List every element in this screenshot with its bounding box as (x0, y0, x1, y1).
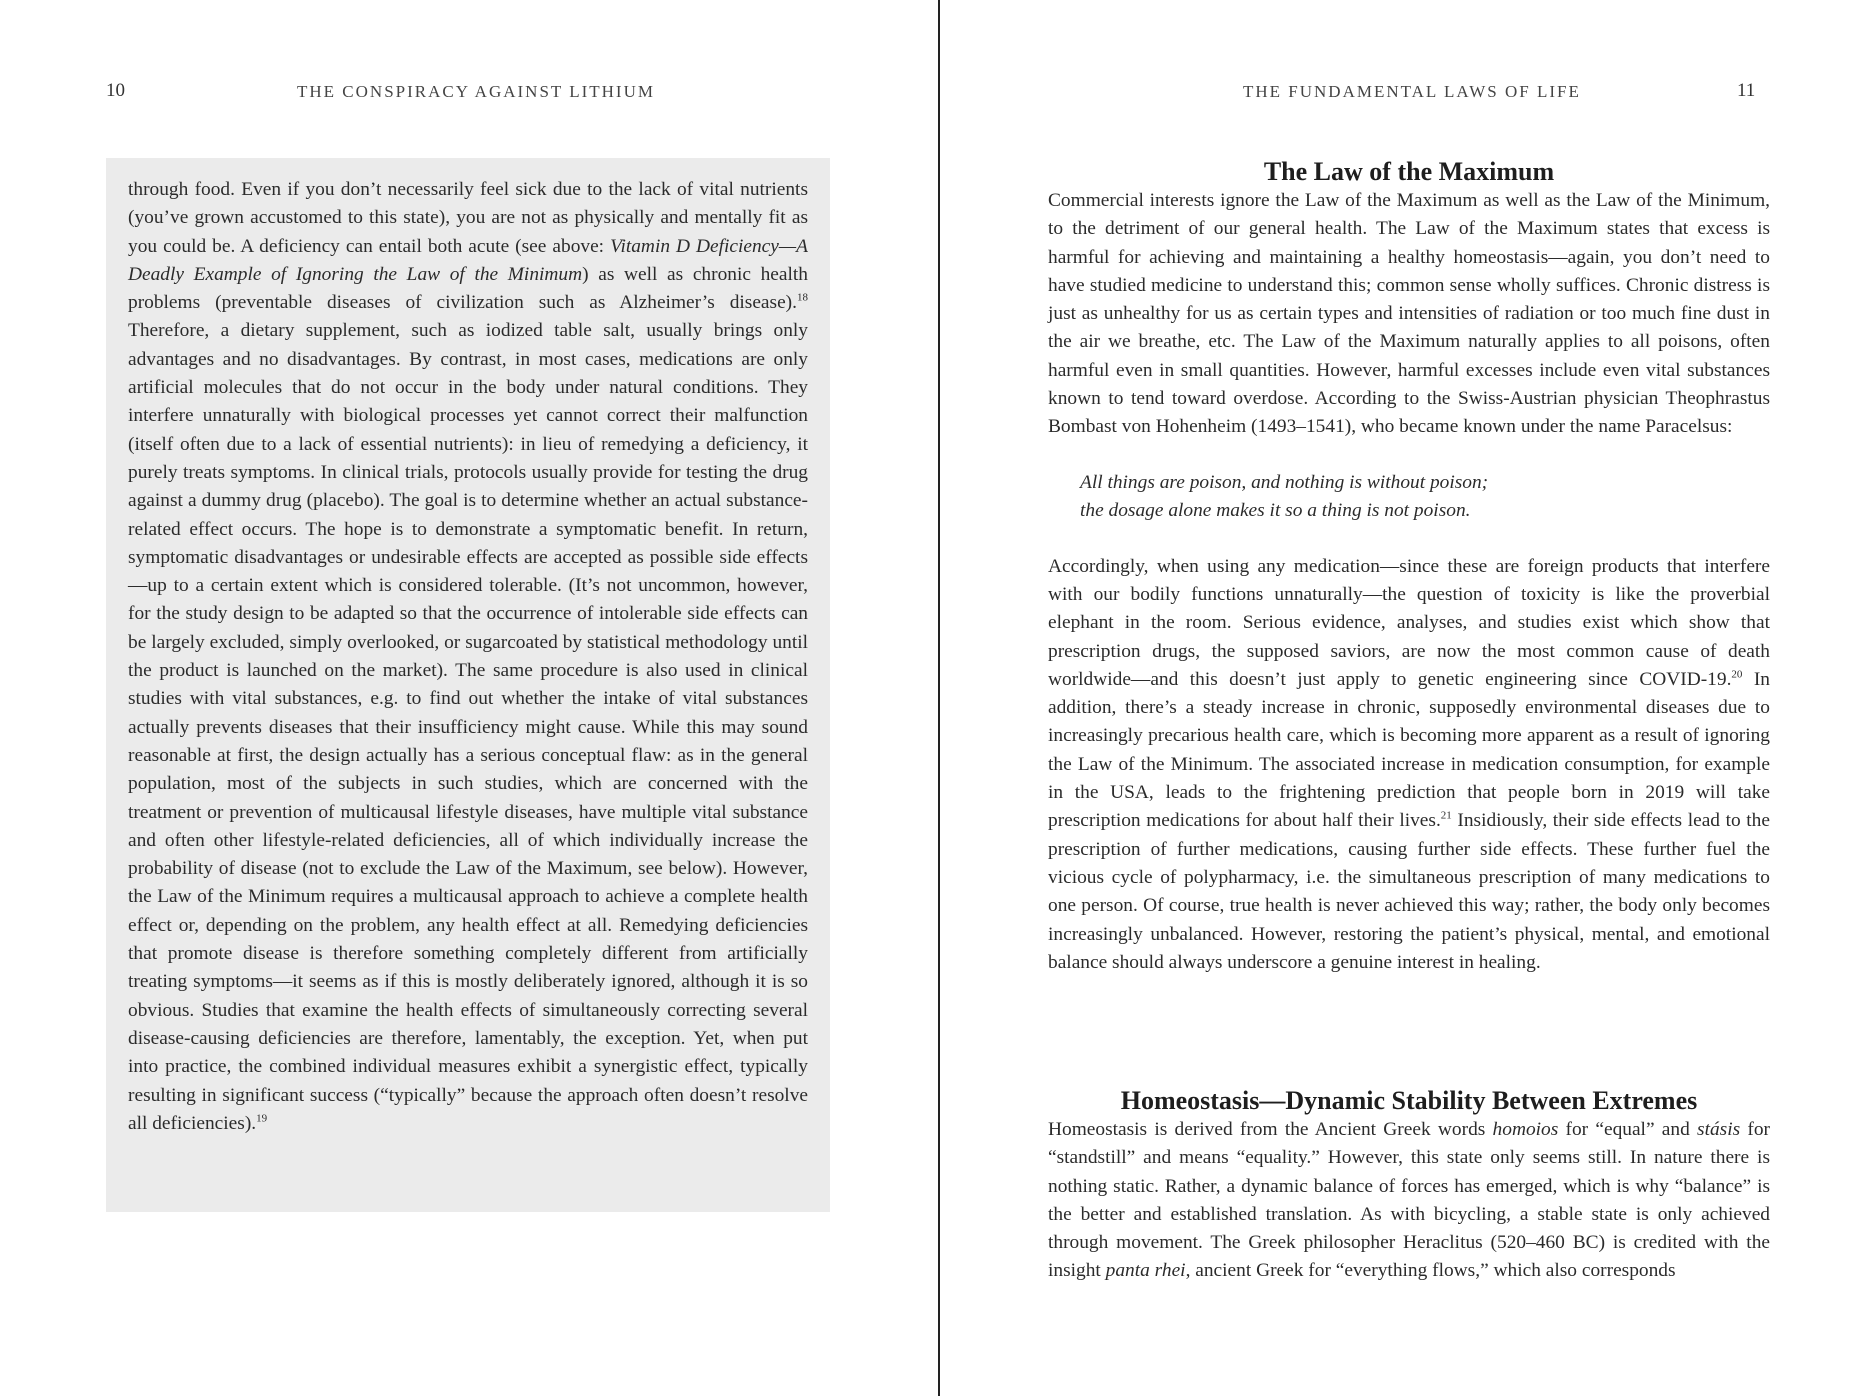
sidebar-text-2: ) as well as chronic health problems (preventable diseases of civilization such as Alzheimer’s disease). (128, 263, 808, 314)
section-heading: The Law of the Maximum (1263, 157, 1555, 186)
page-number-left: 10 (106, 80, 125, 101)
sidebar-text-1: through food. Even if you don’t necessarily feel sick due to the lack of vital nutrients (you’ve grown accustomed to this state), you are not as physically and mentally fit as you could be. A deficiency can entail both acute (see above: (128, 179, 808, 257)
sidebar-text-3: Therefore, a dietary supplement, such as iodized table salt, usually brings only advantages and no disadvantages. By contrast, in most cases, medications are only artificial molecules that do not occur in the body under natural conditions. They interfere unnaturally with biological processes yet cannot correct their malfunction (itself often due to a lack of essential nutrients): in lieu of remedying a deficiency, it purely treats symptoms. In clinical trials, protocols usually provide for testing the drug against a dummy drug (placebo). The goal is to determine whether an actual substance-related effect occurs. The hope is to demonstrate a symptomatic benefit. In return, symptomatic disadvantages or undesirable effects are accepted as possible side effects—up to a certain extent which is considered tolerable. (It’s not uncommon, however, for the study design to be adapted so that the occurrence of intolerable side effects can be largely excluded, simply overlooked, or sugarcoated by statistical methodology until the product is launched on the market). The same procedure is also used in clinical studies with vital substances, e.g. to find out whether the intake of vital substances actually prevents diseases that their insufficiency might cause. While this may sound reasonable at first, the design actually has a serious conceptual flaw: as in the general population, most of the subjects in such studies, which are concerned with the treatment or prevention of multicausal lifestyle diseases, have multiple vital substance and often other lifestyle-related deficiencies, all of which individually increase the probability of disease (not to exclude the Law of the Maximum, see below). However, the Law of the Minimum requires a multicausal approach to achieve a complete health effect or, depending on the problem, any health effect at all. Remedying deficiencies that promote disease is therefore something completely different from artificially treating symptoms—it seems as if this is mostly deliberately ignored, although it is so obvious. Studies that examine the health effects of simultaneously correcting several disease-causing deficiencies are therefore, lamentably, the exception. Yet, when put into practice, the combined individual measures exhibit a synergistic effect, typically resulting in significant success (“typically” because the approach often doesn’t resolve all deficiencies). (128, 320, 808, 1134)
quote-line: All things are poison, and nothing is without poison; (1080, 471, 1489, 493)
body-text: , ancient Greek for “everything flows,” which also corresponds (1185, 1260, 1676, 1282)
section-law-of-maximum (1048, 157, 1770, 977)
italic-term: panta rhei (1105, 1260, 1186, 1282)
sidebar-italic-reference: Vitamin D Deficiency—A Deadly Example of Ignoring the Law of the Minimum (128, 235, 808, 285)
sidebar-paragraph (128, 176, 808, 1138)
italic-term: homoios (1492, 1119, 1559, 1140)
right-page (940, 0, 1862, 1396)
body-paragraph: Commercial interests ignore the Law of the Maximum as well as the Law of the Minimum, to the detriment of our general health. The Law of the Maximum states that excess is harmful for achieving and maintaining a healthy homeostasis—again, you don’t need to have studied medicine to understand this; common sense wholly suffices. Chronic distress is just as unhealthy for us as certain types and intensities of radiation or too much fine dust in the air we breathe, etc. The Law of the Maximum naturally applies to all poisons, often harmful even in small quantities. However, harmful excesses include even vital substances known to tend toward overdose. According to the Swiss-Austrian physician Theophrastus Bombast von Hohenheim (1493–1541), who became known under the name Paracelsus: (1048, 190, 1770, 438)
body-text: Insidiously, their side effects lead to the prescription of further medications, causing further side effects. These further fuel the vicious cycle of polypharmacy, i.e. the simultaneous prescription of many medications to one person. Of course, true health is never achieved this way; rather, the body only becomes increasingly unbalanced. However, restoring the patient’s physical, mental, and emotional balance should always underscore a genuine interest in healing. (1048, 810, 1770, 973)
footnote-marker-21[interactable]: 21 (1440, 809, 1452, 822)
running-head-left: THE CONSPIRACY AGAINST LITHIUM (297, 82, 655, 101)
section-heading: Homeostasis—Dynamic Stability Between Extremes (1120, 1086, 1698, 1115)
body-text: In addition, there’s a steady increase in chronic, supposedly environmental diseases due to increasingly precarious health care, which is becoming more apparent as a result of ignoring the Law of the Minimum. The associated increase in medication consumption, for example in the USA, leads to the frightening prediction that people born in 2019 will take prescription medications for about half their lives. (1048, 668, 1770, 832)
block-quote (1048, 469, 1770, 526)
footnote-marker-18[interactable]: 18 (797, 291, 808, 304)
page-number-right: 11 (1737, 80, 1756, 101)
gray-sidebar-box (106, 158, 830, 1212)
italic-term: stásis (1697, 1119, 1741, 1140)
body-paragraph (1048, 553, 1770, 977)
quote-line: the dosage alone makes it so a thing is not poison. (1080, 500, 1471, 522)
footnote-marker-20[interactable]: 20 (1731, 668, 1743, 681)
body-text: for “standstill” and means “equality.” However, this state only seems still. In nature there is nothing static. Rather, a dynamic balance of forces has emerged, which is why “balance” is the better and established translation. As with bicycling, a stable state is only achieved through movement. The Greek philosopher Heraclitus (520–460 BC) is credited with the insight (1048, 1119, 1770, 1282)
body-paragraph (1048, 1116, 1770, 1286)
body-text: for “equal” and (1558, 1119, 1698, 1140)
running-head-right: THE FUNDAMENTAL LAWS OF LIFE (1243, 82, 1581, 101)
body-text: Accordingly, when using any medication—since these are foreign products that interfere with our bodily functions unnaturally—the question of toxicity is like the proverbial elephant in the room. Serious evidence, analyses, and studies exist which show that prescription drugs, the supposed saviors, are now the most common cause of death worldwide—and this doesn’t just apply to genetic engineering since COVID-19. (1048, 555, 1770, 690)
body-text: Homeostasis is derived from the Ancient Greek words (1048, 1119, 1493, 1140)
footnote-marker-19[interactable]: 19 (256, 1112, 268, 1125)
section-homeostasis (1048, 1086, 1770, 1286)
